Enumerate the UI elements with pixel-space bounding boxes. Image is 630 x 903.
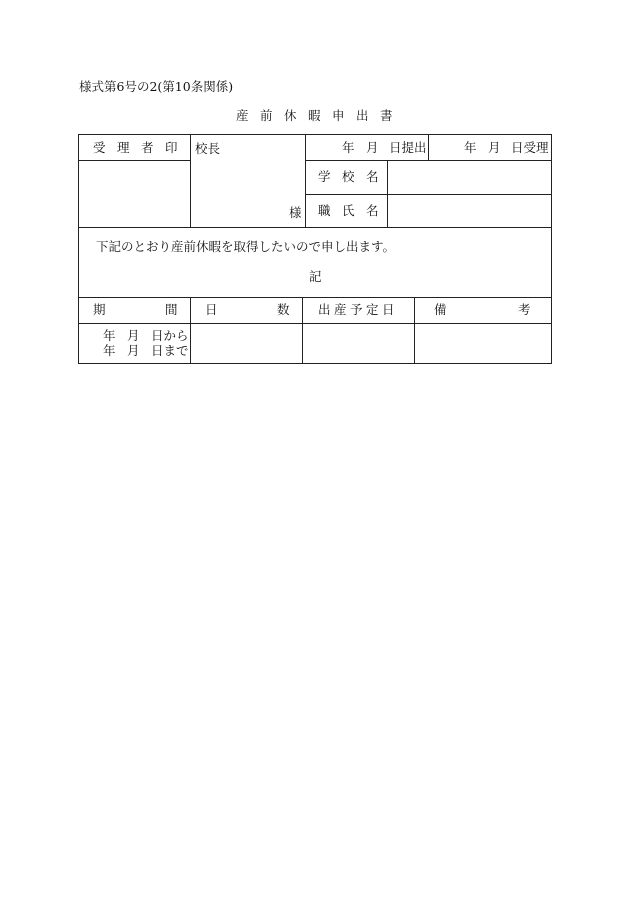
title-char: 申 (332, 108, 345, 123)
year-label: 年 (103, 328, 116, 343)
seal-box[interactable] (79, 161, 190, 227)
day-label: 日受理 (511, 140, 549, 155)
days-field[interactable] (191, 324, 301, 363)
label-char: 日 (382, 302, 395, 317)
title-char: 休 (284, 108, 297, 123)
label-char: 理 (117, 140, 130, 155)
label-char: 予 (350, 302, 363, 317)
day-label: 日まで (151, 343, 189, 358)
label-char: 考 (518, 302, 531, 317)
title-char: 暇 (308, 108, 321, 123)
form-number: 様式第6号の2(第10条関係) (79, 79, 234, 94)
remarks-field[interactable] (415, 324, 551, 363)
principal-label: 校長 (195, 141, 221, 156)
divider (305, 134, 306, 228)
divider (190, 134, 191, 228)
statement-text: 下記のとおり産前休暇を取得したいので申し出ます。 (96, 239, 396, 254)
month-label: 月 (127, 343, 140, 358)
title-char: 前 (260, 108, 273, 123)
title-char: 産 (236, 108, 249, 123)
label-char: 者 (141, 140, 154, 155)
label-char: 数 (277, 302, 290, 317)
month-label: 月 (488, 140, 501, 155)
title-char: 書 (380, 108, 393, 123)
label-char: 出 (318, 302, 331, 317)
year-label: 年 (464, 140, 477, 155)
year-label: 年 (103, 343, 116, 358)
label-char: 受 (93, 140, 106, 155)
label-char: 日 (205, 302, 218, 317)
month-label: 月 (366, 140, 379, 155)
label-char: 間 (165, 302, 178, 317)
label-char: 備 (434, 302, 447, 317)
honorific-label: 様 (289, 205, 302, 220)
label-char: 学 (318, 169, 331, 184)
title-char: 出 (356, 108, 369, 123)
label-char: 産 (334, 302, 347, 317)
label-char: 職 (318, 203, 331, 218)
label-char: 名 (366, 203, 379, 218)
label-char: 名 (366, 169, 379, 184)
school-name-field[interactable] (388, 161, 551, 194)
label-char: 校 (342, 169, 355, 184)
divider (428, 134, 429, 160)
label-char: 期 (93, 302, 106, 317)
label-char: 定 (366, 302, 379, 317)
label-char: 氏 (342, 203, 355, 218)
ki-label: 記 (309, 269, 322, 284)
month-label: 月 (127, 328, 140, 343)
day-label: 日から (151, 328, 189, 343)
due-date-field[interactable] (303, 324, 413, 363)
day-label: 日提出 (389, 140, 427, 155)
year-label: 年 (342, 140, 355, 155)
position-name-field[interactable] (388, 195, 551, 227)
statement-box (78, 227, 552, 298)
label-char: 印 (165, 140, 178, 155)
